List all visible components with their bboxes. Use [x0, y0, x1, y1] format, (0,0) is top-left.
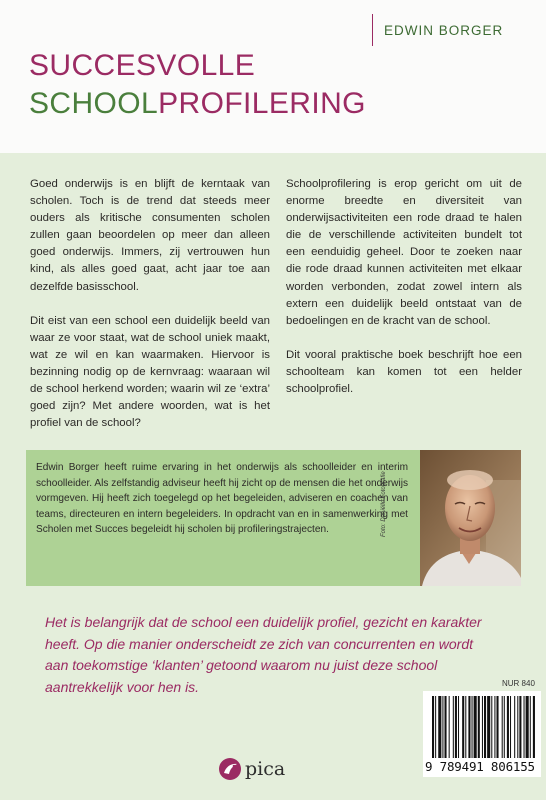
barcode-bar	[474, 696, 477, 758]
author-divider	[372, 14, 373, 46]
barcode-bar	[530, 696, 531, 758]
nur-code: NUR 840	[502, 679, 535, 688]
barcode-bar	[435, 696, 436, 758]
body-paragraph: Schoolprofilering is erop gericht om uit de enorme breedte en diversiteit van onderwijsactiviteiten een rode draad te halen die de verschillende activiteiten bundelt tot een eenduidig geheel. Door te zoeken naar die rode draad kunnen activiteiten met elkaar worden verbonden, zodat zowel intern als extern een duidelijk beeld ontstaat van de bedoelingen en de kracht van de school.	[286, 178, 522, 327]
publisher-logo	[218, 755, 285, 783]
barcode-bar	[510, 696, 511, 758]
barcode-bar	[507, 696, 509, 758]
barcode-bar	[472, 696, 473, 758]
barcode-bar	[517, 696, 518, 758]
barcode-bar	[458, 696, 459, 758]
author-bio-box	[26, 450, 521, 586]
title-part-profilering: PROFILERING	[158, 87, 366, 120]
header-band	[0, 0, 546, 153]
barcode-bar	[484, 696, 486, 758]
barcode-bar	[432, 696, 434, 758]
publisher-name: pica	[245, 758, 286, 780]
barcode-bar	[496, 696, 498, 758]
barcode-bar	[444, 696, 446, 758]
barcode-bar	[487, 696, 490, 758]
barcode-bar	[442, 696, 443, 758]
barcode-bar	[519, 696, 521, 758]
barcode-bar	[504, 696, 505, 758]
body-column-left	[30, 176, 270, 449]
title-line-1: SUCCESVOLLE	[29, 49, 256, 82]
pull-quote: Het is belangrijk dat de school een duidelijk profiel, gezicht en karakter heeft. Op die manier onderscheidt ze zich van concurrenten en wordt aan toekomstige ‘klanten’ getoond waarom nu juist deze school aantrekkelijk voor hen is.	[45, 614, 482, 695]
pica-logo-icon	[218, 757, 242, 781]
isbn-digits: 9 789491 806155	[425, 759, 535, 774]
barcode-bars	[432, 696, 536, 758]
barcode-bar	[468, 696, 470, 758]
barcode-bar	[455, 696, 457, 758]
barcode-bar	[524, 696, 525, 758]
barcode-bar	[491, 696, 492, 758]
body-paragraph: Dit vooral praktische boek beschrijft hoe een schoolteam kan komen tot een helder schoolprofiel.	[286, 348, 522, 396]
author-name: EDWIN BORGER	[384, 23, 504, 38]
barcode-bar	[465, 696, 466, 758]
title-line-2	[29, 89, 366, 119]
title-part-school: SCHOOL	[29, 87, 159, 120]
barcode-bar	[526, 696, 529, 758]
barcode-bar	[482, 696, 483, 758]
barcode-bar	[438, 696, 441, 758]
barcode-bar	[462, 696, 464, 758]
author-bio-text: Edwin Borger heeft ruime ervaring in het onderwijs als schoolleider en interim schoolleider. Als zelfstandig adviseur heeft hij zicht op de mensen die het onderwijs vormgeven. Hij heeft zich toegelegd op het begeleiden, adviseren en coachen van teams, directeuren en intern begeleiders. In opdracht van en in samenwerking met Scholen met Succes begeleidt hij scholen bij profileringstrajecten.	[36, 462, 408, 535]
barcode-bar	[449, 696, 450, 758]
body-paragraph: Goed onderwijs is en blijft de kerntaak van scholen. Toch is de trend dat steeds meer ouders als kritische consumenten scholen zullen gaan beoordelen op meer dan alleen goed onderwijs. Immers, zij vertrouwen hun kind, als alles goed gaat, acht jaar toe aan dezelfde basisschool.	[30, 178, 270, 293]
barcode-bar	[533, 696, 535, 758]
barcode-bar	[514, 696, 515, 758]
barcode-bar	[478, 696, 480, 758]
barcode-bar	[494, 696, 495, 758]
barcode-bar	[502, 696, 503, 758]
isbn-barcode	[423, 691, 541, 777]
body-paragraph: Dit eist van een school een duidelijk beeld van waar ze voor staat, wat de school uniek maakt, wat ze wil en kan waarmaken. Hiervoor is bezinning nodig op de kernvraag: waaraan wil de school herkend worden; waarin wil ze ‘extra’ goed zijn? Met andere woorden, wat is het profiel van de school?	[30, 314, 270, 430]
photo-credit: Foto: Daniëlle Fotografie	[381, 471, 387, 537]
barcode-bar	[453, 696, 454, 758]
author-portrait	[420, 450, 521, 586]
body-column-right	[286, 176, 522, 415]
